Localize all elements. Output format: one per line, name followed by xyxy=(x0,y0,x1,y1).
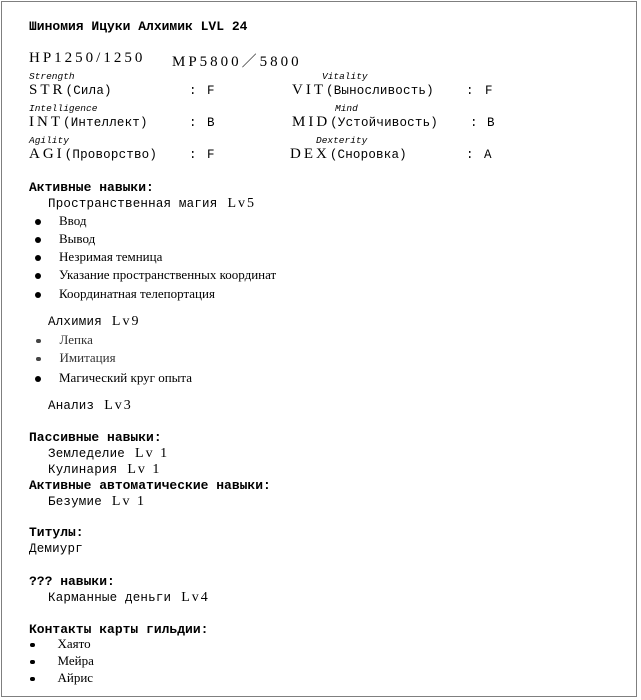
list-item: Координатная телепортация xyxy=(35,286,215,302)
titles-heading: Титулы: xyxy=(29,525,84,540)
stat-vit-abbr: VIT xyxy=(292,82,326,98)
stat-agi-colon: : xyxy=(189,148,197,162)
stat-str-colon: : xyxy=(189,84,197,98)
stat-int-grade: B xyxy=(207,116,215,130)
bullet-icon xyxy=(36,339,41,344)
stat-mid-sublabel: Mind xyxy=(335,103,358,114)
stat-str-abbr: STR xyxy=(29,82,66,98)
bullet-icon xyxy=(30,677,35,682)
skill-alchemy xyxy=(48,312,140,330)
bullet-icon xyxy=(30,643,35,648)
skill-analysis-level: Lv3 xyxy=(104,398,133,413)
stat-vit-sublabel: Vitality xyxy=(322,71,368,82)
stat-str-grade: F xyxy=(207,84,215,98)
bullet-icon xyxy=(35,273,41,279)
list-item: Незримая темница xyxy=(35,249,162,265)
skill-space-magic-level: Lv5 xyxy=(227,196,256,211)
skill-analysis xyxy=(48,396,133,414)
bullet-icon xyxy=(35,292,41,298)
skill-alchemy-level: Lv9 xyxy=(111,314,141,329)
stat-mid-grade: B xyxy=(487,116,495,130)
stat-vit-grade: F xyxy=(485,84,493,98)
stat-str-name: (Сила) xyxy=(65,84,112,98)
stat-dex-abbr: DEX xyxy=(290,146,330,162)
stat-dex-colon: : xyxy=(466,148,474,162)
list-item: Вывод xyxy=(35,231,95,247)
stat-dex xyxy=(290,146,407,163)
list-item: Хаято xyxy=(30,636,91,652)
stat-int-name: (Интеллект) xyxy=(63,116,148,130)
list-item: Земледелие Lv 1 xyxy=(48,446,170,461)
auto-skills-heading: Активные автоматические навыки: xyxy=(29,478,271,493)
list-item: Безумие Lv 1 xyxy=(48,494,146,509)
stat-vit xyxy=(292,82,434,99)
active-skills-heading: Активные навыки: xyxy=(29,180,154,195)
unknown-skills-heading: ??? навыки: xyxy=(29,574,115,589)
bullet-icon xyxy=(35,219,41,225)
list-item: Лепка xyxy=(36,332,93,348)
bullet-icon xyxy=(36,357,41,362)
stat-int-colon: : xyxy=(189,116,197,130)
skill-alchemy-name: Алхимия xyxy=(48,315,102,329)
stat-int-sublabel: Intelligence xyxy=(29,103,98,114)
stat-mid-name: (Устойчивость) xyxy=(330,116,438,130)
stat-agi xyxy=(29,146,157,163)
bullet-icon xyxy=(30,660,35,665)
list-item: Магический круг опыта xyxy=(35,370,192,386)
list-item: Айрис xyxy=(30,670,93,686)
stat-agi-sublabel: Agility xyxy=(29,135,69,146)
skill-space-magic-name: Пространственная магия xyxy=(48,197,218,211)
stat-agi-name: (Проворство) xyxy=(64,148,158,162)
stat-str-sublabel: Strength xyxy=(29,71,75,82)
character-title: Шиномия Ицуки Алхимик LVL 24 xyxy=(29,19,248,34)
stat-agi-abbr: AGI xyxy=(29,146,65,162)
stat-mid-colon: : xyxy=(470,116,478,130)
passive-skills-heading: Пассивные навыки: xyxy=(29,430,162,445)
list-item: Демиург xyxy=(29,542,83,556)
stat-int xyxy=(29,114,148,131)
skill-analysis-name: Анализ xyxy=(48,399,95,413)
stat-dex-name: (Сноровка) xyxy=(329,148,407,162)
bullet-icon xyxy=(35,255,41,261)
status-page xyxy=(1,1,637,697)
stat-dex-sublabel: Dexterity xyxy=(316,135,368,146)
skill-space-magic xyxy=(48,194,256,212)
list-item: Имитация xyxy=(36,350,116,366)
stat-agi-grade: F xyxy=(207,148,215,162)
list-item: Ввод xyxy=(35,213,86,229)
guild-contacts-heading: Контакты карты гильдии: xyxy=(29,622,209,637)
stat-vit-name: (Выносливость) xyxy=(326,84,434,98)
bullet-icon xyxy=(35,237,41,243)
stat-mid xyxy=(292,114,438,131)
stat-str xyxy=(29,82,112,99)
stat-dex-grade: A xyxy=(484,148,492,162)
stat-mid-abbr: MID xyxy=(292,114,331,130)
stat-vit-colon: : xyxy=(466,84,474,98)
list-item: Указание пространственных координат xyxy=(35,267,276,283)
mp-value: MP5800／5800 xyxy=(172,54,302,70)
hp-value: HP1250/1250 xyxy=(29,50,146,66)
list-item: Мейра xyxy=(30,653,94,669)
list-item: Карманные деньги Lv4 xyxy=(48,590,210,605)
list-item: Кулинария Lv 1 xyxy=(48,462,162,477)
bullet-icon xyxy=(35,376,41,382)
stat-int-abbr: INT xyxy=(29,114,63,130)
